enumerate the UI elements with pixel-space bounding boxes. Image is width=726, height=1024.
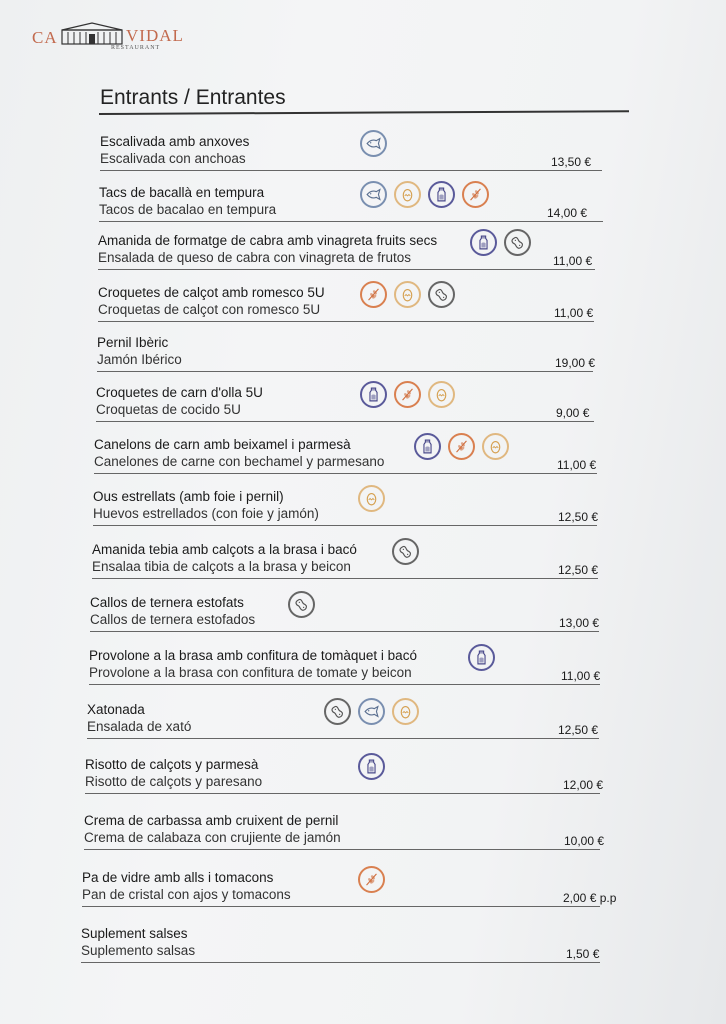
milk-icon [470, 229, 497, 256]
menu-item [84, 813, 604, 861]
gluten-icon [448, 433, 475, 460]
allergen-icons [358, 753, 385, 780]
dish-name-catalan: Amanida tebia amb calçots a la brasa i bacó [92, 542, 357, 557]
item-divider [98, 321, 594, 322]
menu-item [87, 702, 607, 750]
allergen-icons [468, 644, 495, 671]
dish-name-catalan: Pa de vidre amb alls i tomacons [82, 870, 274, 885]
section-title: Entrants / Entrantes [100, 86, 286, 109]
dish-name-spanish: Croquetas de calçot con romesco 5U [98, 302, 321, 317]
dish-price: 13,00 € [559, 616, 600, 630]
fish-icon [358, 698, 385, 725]
menu-item [82, 870, 617, 918]
allergen-icons [288, 591, 315, 618]
item-divider [96, 421, 594, 422]
item-divider [92, 578, 598, 579]
dish-name-catalan: Tacs de bacallà en tempura [99, 185, 265, 200]
logo-text-left: CA [32, 28, 58, 47]
milk-icon [468, 644, 495, 671]
dish-name-catalan: Canelons de carn amb beixamel i parmesà [94, 437, 351, 452]
dish-name-spanish: Escalivada con anchoas [100, 151, 246, 166]
milk-icon [414, 433, 441, 460]
logo-subtitle: RESTAURANT [111, 45, 161, 51]
menu-item [98, 233, 618, 281]
egg-icon [482, 433, 509, 460]
dish-price: 1,50 € [566, 947, 600, 961]
dish-price: 11,00 € [557, 458, 597, 472]
item-divider [93, 525, 597, 526]
fish-icon [360, 130, 387, 157]
dish-price: 12,50 € [558, 563, 599, 577]
gluten-icon [394, 381, 421, 408]
item-divider [81, 962, 600, 963]
allergen-icons [360, 181, 489, 208]
menu-item [93, 489, 613, 537]
dish-name-spanish: Ensalaa tibia de calçots a la brasa y beicon [92, 559, 351, 574]
dish-name-catalan: Croquetes de carn d'olla 5U [96, 385, 263, 400]
dish-name-spanish: Huevos estrellados (con foie y jamón) [93, 506, 319, 521]
peanut-icon [392, 538, 419, 565]
egg-icon [394, 281, 421, 308]
allergen-icons [324, 698, 419, 725]
menu-item [98, 285, 618, 333]
menu-item [89, 648, 609, 696]
dish-name-catalan: Amanida de formatge de cabra amb vinagreta fruits secs [98, 233, 438, 248]
dish-name-spanish: Suplemento salsas [81, 943, 196, 958]
dish-price: 19,00 € [555, 356, 596, 370]
dish-name-catalan: Croquetes de calçot amb romesco 5U [98, 285, 325, 300]
dish-price: 14,00 € [547, 206, 588, 220]
dish-name-catalan: Provolone a la brasa amb confitura de tomàquet i bacó [89, 648, 417, 663]
dish-name-spanish: Risotto de calçots y paresano [85, 774, 263, 789]
milk-icon [360, 381, 387, 408]
dish-name-catalan: Crema de carbassa amb cruixent de pernil [84, 813, 339, 828]
dish-price: 11,00 € [561, 669, 601, 683]
dish-price: 12,50 € [558, 723, 599, 737]
dish-name-catalan: Callos de ternera estofats [90, 595, 244, 610]
dish-name-spanish: Ensalada de queso de cabra con vinagreta de frutos [98, 250, 411, 265]
title-divider [99, 110, 629, 115]
item-divider [84, 849, 600, 850]
milk-icon [358, 753, 385, 780]
gluten-icon [360, 281, 387, 308]
dish-name-spanish: Ensalada de xató [87, 719, 192, 734]
menu-item [92, 542, 612, 590]
dish-price: 2,00 € p.p [563, 891, 617, 905]
building-logo-icon [60, 22, 124, 46]
allergen-icons [360, 281, 455, 308]
allergen-icons [392, 538, 419, 565]
dish-name-catalan: Xatonada [87, 702, 145, 717]
allergen-icons [414, 433, 509, 460]
dish-price: 13,50 € [551, 155, 592, 169]
menu-item [85, 757, 605, 805]
peanut-icon [324, 698, 351, 725]
item-divider [87, 738, 599, 739]
item-divider [94, 473, 597, 474]
dish-name-spanish: Jamón Ibérico [97, 352, 182, 367]
dish-name-catalan: Escalivada amb anxoves [100, 134, 250, 149]
dish-name-catalan: Ous estrellats (amb foie i pernil) [93, 489, 284, 504]
menu-item [94, 437, 614, 485]
allergen-icons [358, 866, 385, 893]
menu-item [96, 385, 616, 433]
item-divider [82, 906, 600, 907]
dish-price: 12,00 € [563, 778, 604, 792]
menu-item [99, 185, 619, 233]
item-divider [98, 269, 595, 270]
egg-icon [358, 485, 385, 512]
dish-name-catalan: Risotto de calçots y parmesà [85, 757, 259, 772]
item-divider [97, 371, 593, 372]
allergen-icons [360, 381, 455, 408]
dish-name-spanish: Pan de cristal con ajos y tomacons [82, 887, 291, 902]
peanut-icon [428, 281, 455, 308]
peanut-icon [504, 229, 531, 256]
item-divider [89, 684, 600, 685]
allergen-icons [470, 229, 531, 256]
allergen-icons [360, 130, 387, 157]
dish-name-spanish: Canelones de carne con bechamel y parmesano [94, 454, 385, 469]
dish-name-spanish: Tacos de bacalao en tempura [99, 202, 277, 217]
menu-item [97, 335, 617, 383]
dish-name-catalan: Suplement salses [81, 926, 188, 941]
allergen-icons [358, 485, 385, 512]
menu-item [100, 134, 620, 182]
gluten-icon [462, 181, 489, 208]
item-divider [90, 631, 599, 632]
menu-item [90, 595, 610, 643]
logo-text-right: VIDAL [126, 26, 184, 45]
dish-price: 10,00 € [564, 834, 605, 848]
dish-price: 11,00 € [554, 306, 594, 320]
gluten-icon [358, 866, 385, 893]
dish-name-spanish: Provolone a la brasa con confitura de tomate y beicon [89, 665, 412, 680]
dish-name-catalan: Pernil Ibèric [97, 335, 169, 350]
milk-icon [428, 181, 455, 208]
dish-price: 12,50 € [558, 510, 599, 524]
restaurant-logo [32, 22, 182, 58]
item-divider [100, 170, 602, 171]
egg-icon [392, 698, 419, 725]
dish-price: 9,00 € [556, 406, 590, 420]
dish-name-spanish: Crema de calabaza con crujiente de jamón [84, 830, 341, 845]
peanut-icon [288, 591, 315, 618]
egg-icon [428, 381, 455, 408]
fish-icon [360, 181, 387, 208]
menu-item [81, 926, 601, 974]
item-divider [85, 793, 600, 794]
item-divider [99, 221, 603, 222]
dish-name-spanish: Croquetas de cocido 5U [96, 402, 241, 417]
dish-name-spanish: Callos de ternera estofados [90, 612, 256, 627]
dish-price: 11,00 € [553, 254, 593, 268]
egg-icon [394, 181, 421, 208]
